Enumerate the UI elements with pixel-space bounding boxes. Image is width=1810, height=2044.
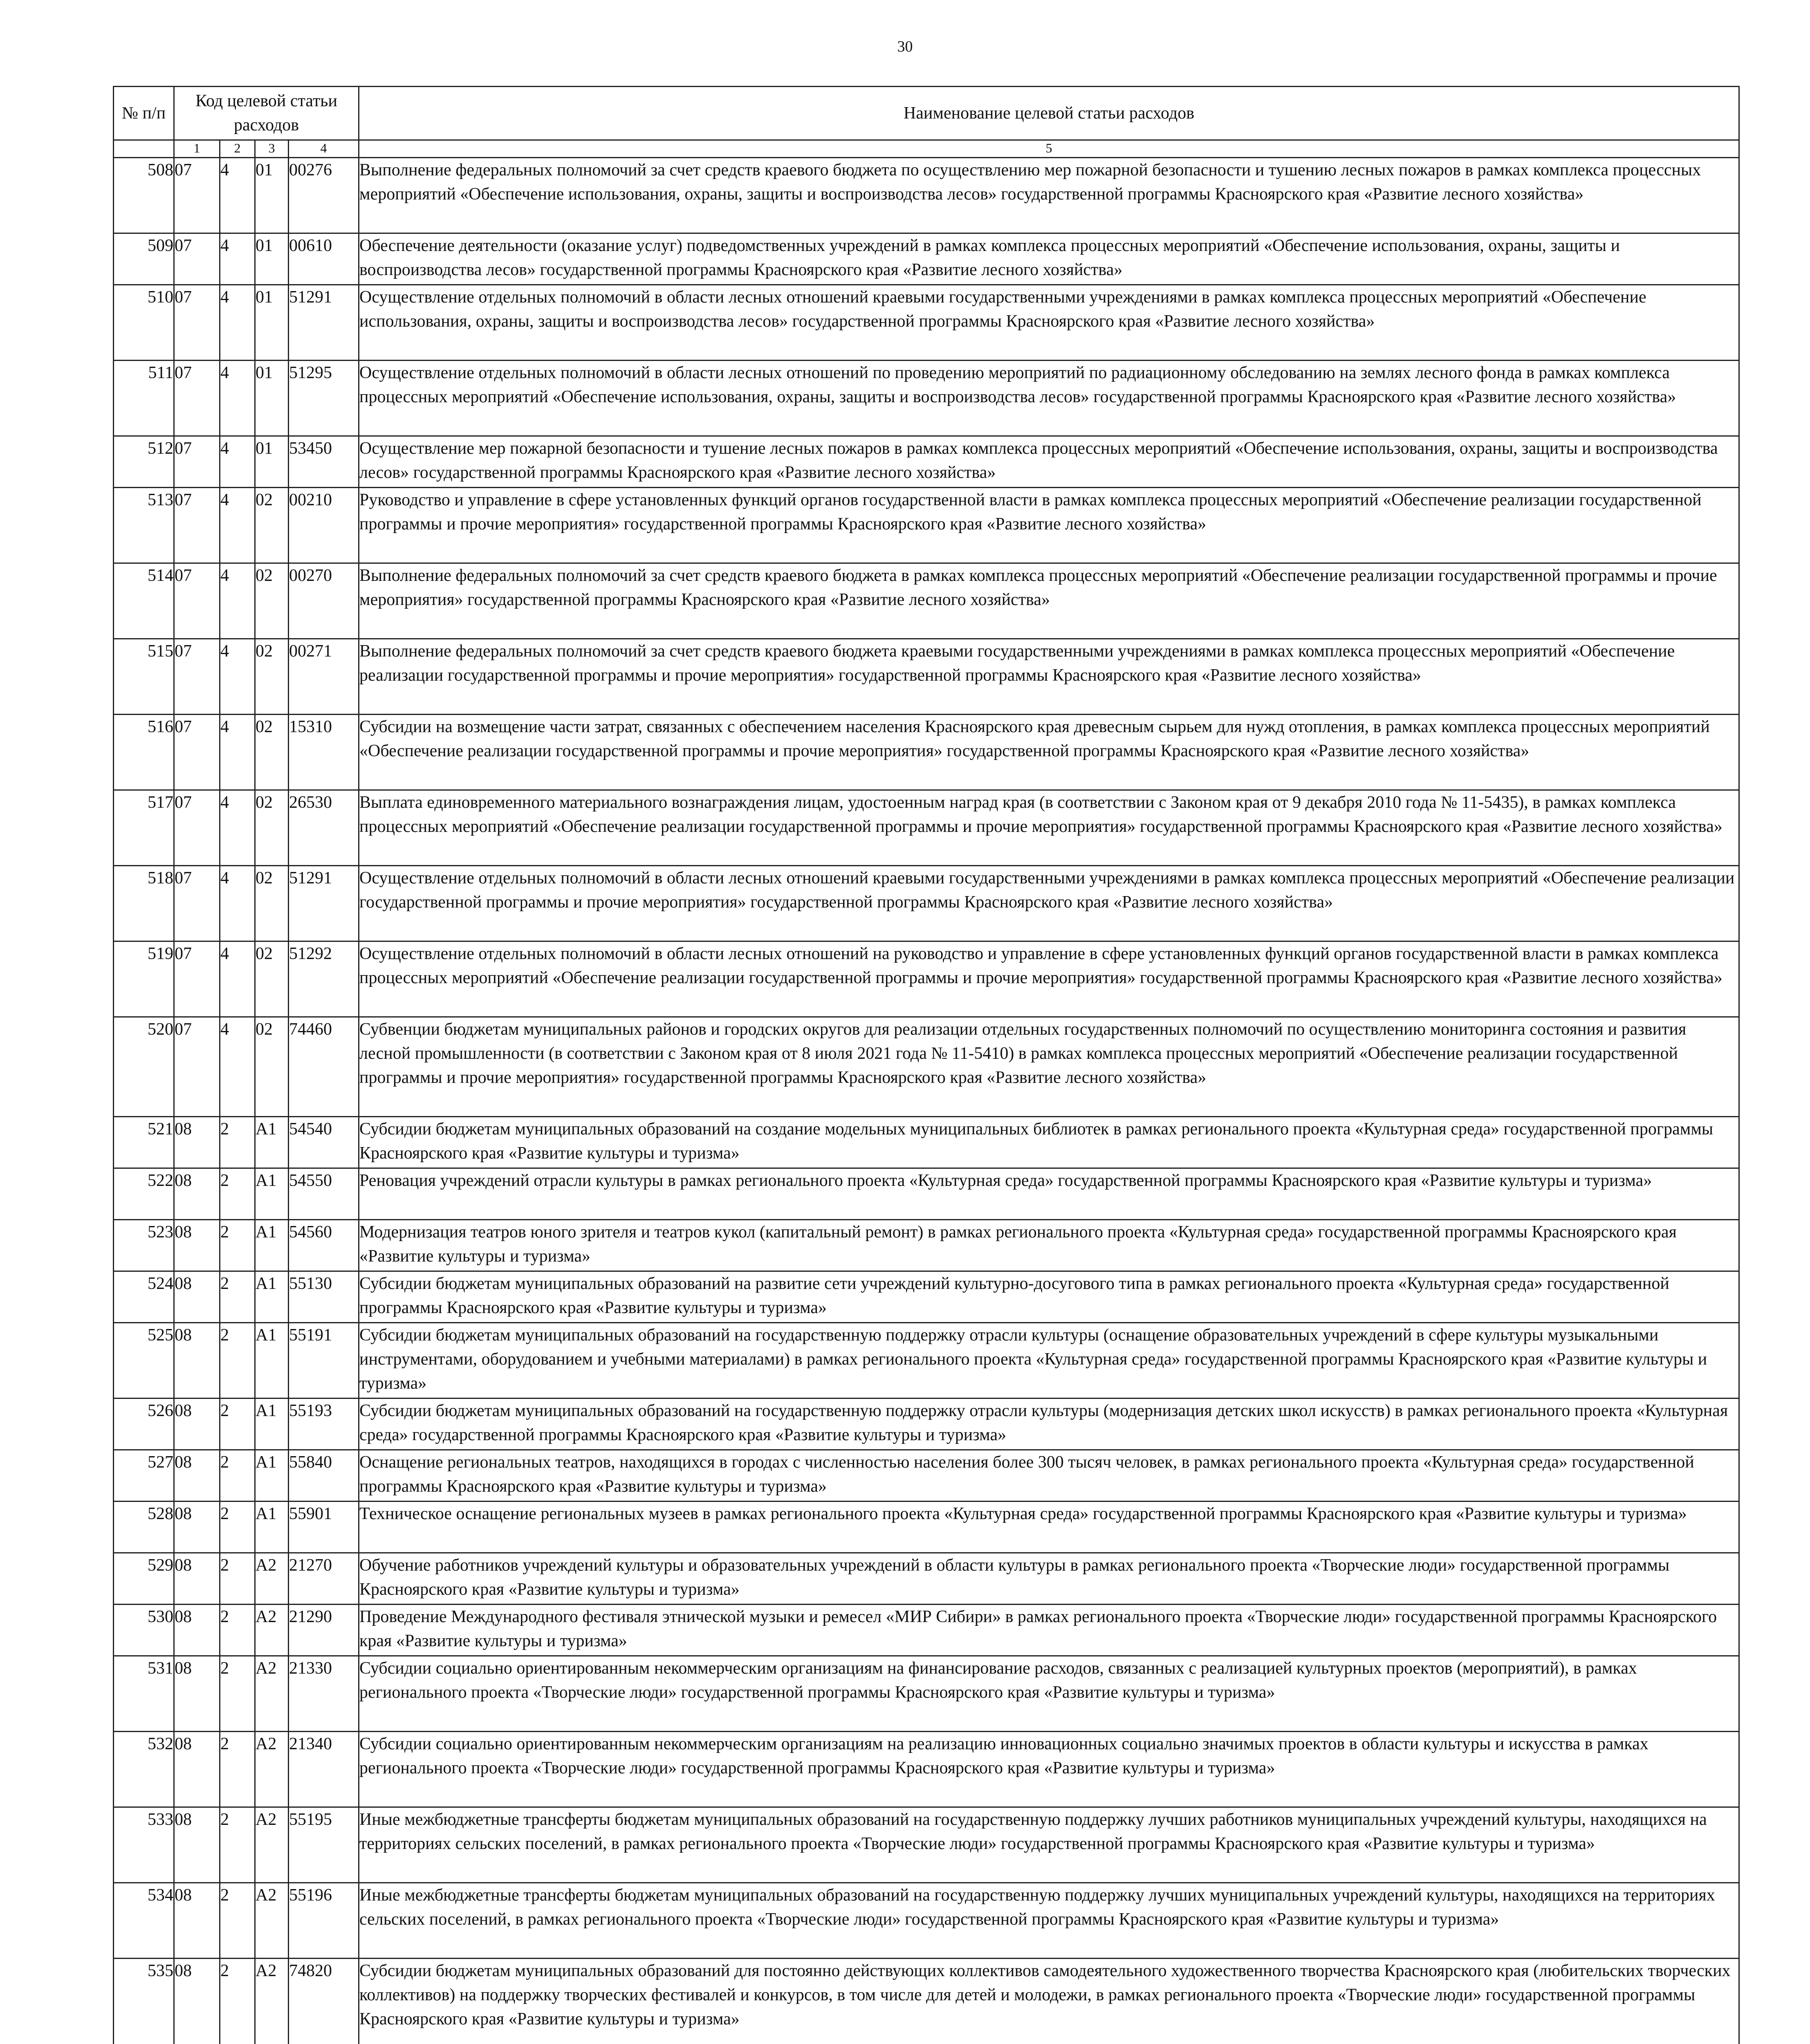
item-name: Осуществление отдельных полномочий в области лесных отношений краевыми государственными учреждениями в рамках комплекса процессных мероприятий «Обеспечение использования, охраны, защиты и воспроизводства лесов» государственной программы Красноярского края «Развитие лесного хозяйства»: [359, 285, 1739, 361]
code-part-4: 26530: [289, 790, 359, 866]
code-part-1: 07: [174, 790, 220, 866]
row-number: 528: [114, 1502, 174, 1553]
item-name: Реновация учреждений отрасли культуры в рамках регионального проекта «Культурная среда» государственной программы Красноярского края «Развитие культуры и туризма»: [359, 1168, 1739, 1220]
code-part-4: 51291: [289, 285, 359, 361]
code-part-3: 02: [255, 790, 289, 866]
code-part-1: 07: [174, 941, 220, 1017]
item-name: Субсидии социально ориентированным некоммерческим организациям на реализацию инновационных социально значимых проектов в области культуры и искусства в рамках регионального проекта «Творческие люди» государственной программы Красноярского края «Развитие культуры и туризма»: [359, 1732, 1739, 1807]
row-number: 517: [114, 790, 174, 866]
code-part-2: 4: [220, 639, 255, 715]
code-part-4: 55901: [289, 1502, 359, 1553]
table-row: [114, 1605, 1739, 1656]
code-part-1: 08: [174, 1807, 220, 1883]
item-name: Субсидии бюджетам муниципальных образований на создание модельных муниципальных библиотек в рамках регионального проекта «Культурная среда» государственной программы Красноярского края «Развитие культуры и туризма»: [359, 1117, 1739, 1168]
code-part-3: 02: [255, 715, 289, 790]
code-part-4: 00210: [289, 488, 359, 563]
code-part-3: A1: [255, 1117, 289, 1168]
row-number: 520: [114, 1017, 174, 1117]
code-part-2: 4: [220, 941, 255, 1017]
code-part-4: 55193: [289, 1399, 359, 1450]
row-number: 535: [114, 1959, 174, 2044]
item-name: Осуществление отдельных полномочий в области лесных отношений на руководство и управление в сфере установленных функций органов государственной власти в рамках комплекса процессных мероприятий «Обеспечение реализации государственной программы и прочие мероприятия» государственной программы Красноярского края «Развитие лесного хозяйства»: [359, 941, 1739, 1017]
item-name: Техническое оснащение региональных музеев в рамках регионального проекта «Культурная среда» государственной программы Красноярского края «Развитие культуры и туризма»: [359, 1502, 1739, 1553]
code-part-2: 2: [220, 1807, 255, 1883]
code-part-2: 4: [220, 285, 255, 361]
table-row: [114, 563, 1739, 639]
header-sub-blank: [114, 140, 174, 158]
table-row: [114, 1553, 1739, 1605]
table-row: [114, 866, 1739, 941]
table-body: [114, 158, 1739, 2044]
table-row: [114, 1117, 1739, 1168]
item-name: Обеспечение деятельности (оказание услуг) подведомственных учреждений в рамках комплекса процессных мероприятий «Обеспечение использования, охраны, защиты и воспроизводства лесов» государственной программы Красноярского края «Развитие лесного хозяйства»: [359, 233, 1739, 285]
code-part-3: A2: [255, 1605, 289, 1656]
table-row: [114, 1323, 1739, 1399]
code-part-2: 4: [220, 790, 255, 866]
row-number: 529: [114, 1553, 174, 1605]
item-name: Субсидии социально ориентированным некоммерческим организациям на финансирование расходов, связанных с реализацией культурных проектов (мероприятий), в рамках регионального проекта «Творческие люди» государственной программы Красноярского края «Развитие культуры и туризма»: [359, 1656, 1739, 1732]
code-part-1: 07: [174, 715, 220, 790]
code-part-4: 54560: [289, 1220, 359, 1271]
code-part-3: A2: [255, 1553, 289, 1605]
code-part-1: 08: [174, 1271, 220, 1323]
code-part-1: 08: [174, 1605, 220, 1656]
header-code: Код целевой статьи расходов: [174, 87, 359, 140]
code-part-4: 54550: [289, 1168, 359, 1220]
code-part-4: 51295: [289, 361, 359, 436]
code-part-2: 2: [220, 1502, 255, 1553]
code-part-2: 4: [220, 563, 255, 639]
code-part-1: 07: [174, 285, 220, 361]
table-row: [114, 1450, 1739, 1502]
code-part-4: 00271: [289, 639, 359, 715]
code-part-2: 2: [220, 1732, 255, 1807]
row-number: 518: [114, 866, 174, 941]
code-part-4: 21330: [289, 1656, 359, 1732]
row-number: 509: [114, 233, 174, 285]
table-row: [114, 1883, 1739, 1959]
item-name: Субсидии бюджетам муниципальных образований на государственную поддержку отрасли культуры (оснащение образовательных учреждений в сфере культуры музыкальными инструментами, оборудованием и учебными материалами) в рамках регионального проекта «Культурная среда» государственной программы Красноярского края «Развитие культуры и туризма»: [359, 1323, 1739, 1399]
table-row: [114, 1399, 1739, 1450]
code-part-2: 4: [220, 866, 255, 941]
table-row: [114, 158, 1739, 233]
code-part-1: 07: [174, 563, 220, 639]
code-part-3: A1: [255, 1399, 289, 1450]
table-row: [114, 790, 1739, 866]
code-part-2: 4: [220, 158, 255, 233]
code-part-4: 53450: [289, 436, 359, 488]
row-number: 515: [114, 639, 174, 715]
table-row: [114, 1959, 1739, 2044]
table-header: [114, 87, 1739, 158]
item-name: Выплата единовременного материального вознаграждения лицам, удостоенным наград края (в соответствии с Законом края от 9 декабря 2010 года № 11-5435), в рамках комплекса процессных мероприятий «Обеспечение реализации государственной программы и прочие мероприятия» государственной программы Красноярского края «Развитие лесного хозяйства»: [359, 790, 1739, 866]
code-part-2: 2: [220, 1883, 255, 1959]
code-part-1: 08: [174, 1883, 220, 1959]
code-part-4: 55840: [289, 1450, 359, 1502]
row-number: 511: [114, 361, 174, 436]
code-part-3: 02: [255, 1017, 289, 1117]
code-part-1: 08: [174, 1168, 220, 1220]
code-part-1: 08: [174, 1732, 220, 1807]
code-part-1: 07: [174, 866, 220, 941]
table-row: [114, 1807, 1739, 1883]
code-part-2: 2: [220, 1271, 255, 1323]
code-part-1: 07: [174, 158, 220, 233]
code-part-4: 74820: [289, 1959, 359, 2044]
code-part-1: 07: [174, 436, 220, 488]
row-number: 510: [114, 285, 174, 361]
code-part-1: 08: [174, 1656, 220, 1732]
code-part-3: 01: [255, 233, 289, 285]
code-part-3: 01: [255, 436, 289, 488]
item-name: Субсидии бюджетам муниципальных образований на развитие сети учреждений культурно-досугового типа в рамках регионального проекта «Культурная среда» государственной программы Красноярского края «Развитие культуры и туризма»: [359, 1271, 1739, 1323]
code-part-3: 02: [255, 639, 289, 715]
row-number: 519: [114, 941, 174, 1017]
code-part-3: A1: [255, 1271, 289, 1323]
code-part-2: 2: [220, 1959, 255, 2044]
row-number: 514: [114, 563, 174, 639]
code-part-3: A2: [255, 1807, 289, 1883]
code-part-4: 55191: [289, 1323, 359, 1399]
header-sub-4: 4: [289, 140, 359, 158]
item-name: Выполнение федеральных полномочий за счет средств краевого бюджета по осуществлению мер пожарной безопасности и тушению лесных пожаров в рамках комплекса процессных мероприятий «Обеспечение использования, охраны, защиты и воспроизводства лесов» государственной программы Красноярского края «Развитие лесного хозяйства»: [359, 158, 1739, 233]
item-name: Иные межбюджетные трансферты бюджетам муниципальных образований на государственную поддержку лучших муниципальных учреждений культуры, находящихся на территориях сельских поселений, в рамках регионального проекта «Творческие люди» государственной программы Красноярского края «Развитие культуры и туризма»: [359, 1883, 1739, 1959]
item-name: Осуществление мер пожарной безопасности и тушение лесных пожаров в рамках комплекса процессных мероприятий «Обеспечение использования, охраны, защиты и воспроизводства лесов» государственной программы Красноярского края «Развитие лесного хозяйства»: [359, 436, 1739, 488]
code-part-1: 08: [174, 1502, 220, 1553]
code-part-4: 00610: [289, 233, 359, 285]
row-number: 533: [114, 1807, 174, 1883]
code-part-1: 08: [174, 1220, 220, 1271]
code-part-3: A1: [255, 1323, 289, 1399]
code-part-2: 2: [220, 1605, 255, 1656]
row-number: 525: [114, 1323, 174, 1399]
code-part-4: 51292: [289, 941, 359, 1017]
header-sub-3: 3: [255, 140, 289, 158]
code-part-3: 01: [255, 361, 289, 436]
table-row: [114, 941, 1739, 1017]
code-part-3: A1: [255, 1168, 289, 1220]
item-name: Субсидии бюджетам муниципальных образований на государственную поддержку отрасли культуры (модернизация детских школ искусств) в рамках регионального проекта «Культурная среда» государственной программы Красноярского края «Развитие культуры и туризма»: [359, 1399, 1739, 1450]
item-name: Осуществление отдельных полномочий в области лесных отношений краевыми государственными учреждениями в рамках комплекса процессных мероприятий «Обеспечение реализации государственной программы и прочие мероприятия» государственной программы Красноярского края «Развитие лесного хозяйства»: [359, 866, 1739, 941]
row-number: 534: [114, 1883, 174, 1959]
item-name: Проведение Международного фестиваля этнической музыки и ремесел «МИР Сибири» в рамках регионального проекта «Творческие люди» государственной программы Красноярского края «Развитие культуры и туризма»: [359, 1605, 1739, 1656]
item-name: Субвенции бюджетам муниципальных районов и городских округов для реализации отдельных государственных полномочий по осуществлению мониторинга состояния и развития лесной промышленности (в соответствии с Законом края от 8 июля 2021 года № 11-5410) в рамках комплекса процессных мероприятий «Обеспечение реализации государственной программы и прочие мероприятия» государственной программы Красноярского края «Развитие лесного хозяйства»: [359, 1017, 1739, 1117]
row-number: 508: [114, 158, 174, 233]
code-part-1: 07: [174, 361, 220, 436]
header-sub-2: 2: [220, 140, 255, 158]
code-part-1: 07: [174, 1017, 220, 1117]
row-number: 524: [114, 1271, 174, 1323]
code-part-2: 2: [220, 1168, 255, 1220]
code-part-2: 2: [220, 1117, 255, 1168]
code-part-1: 07: [174, 233, 220, 285]
budget-table: [113, 86, 1740, 2044]
table-row: [114, 1168, 1739, 1220]
table-row: [114, 1017, 1739, 1117]
code-part-2: 4: [220, 436, 255, 488]
code-part-2: 2: [220, 1450, 255, 1502]
code-part-4: 54540: [289, 1117, 359, 1168]
code-part-4: 55196: [289, 1883, 359, 1959]
table-row: [114, 233, 1739, 285]
code-part-4: 00270: [289, 563, 359, 639]
code-part-3: A2: [255, 1883, 289, 1959]
code-part-1: 07: [174, 488, 220, 563]
code-part-2: 4: [220, 361, 255, 436]
code-part-4: 15310: [289, 715, 359, 790]
row-number: 530: [114, 1605, 174, 1656]
code-part-4: 55195: [289, 1807, 359, 1883]
item-name: Субсидии бюджетам муниципальных образований для постоянно действующих коллективов самодеятельного художественного творчества Красноярского края (любительских творческих коллективов) на поддержку творческих фестивалей и конкурсов, в том числе для детей и молодежи, в рамках регионального проекта «Творческие люди» государственной программы Красноярского края «Развитие культуры и туризма»: [359, 1959, 1739, 2044]
code-part-1: 07: [174, 639, 220, 715]
table-row: [114, 715, 1739, 790]
item-name: Выполнение федеральных полномочий за счет средств краевого бюджета в рамках комплекса процессных мероприятий «Обеспечение реализации государственной программы и прочие мероприятия» государственной программы Красноярского края «Развитие лесного хозяйства»: [359, 563, 1739, 639]
code-part-1: 08: [174, 1553, 220, 1605]
code-part-2: 2: [220, 1656, 255, 1732]
code-part-2: 2: [220, 1553, 255, 1605]
code-part-3: A1: [255, 1502, 289, 1553]
code-part-4: 21290: [289, 1605, 359, 1656]
code-part-4: 21340: [289, 1732, 359, 1807]
header-name: Наименование целевой статьи расходов: [359, 87, 1739, 140]
row-number: 516: [114, 715, 174, 790]
row-number: 523: [114, 1220, 174, 1271]
row-number: 521: [114, 1117, 174, 1168]
code-part-3: A2: [255, 1656, 289, 1732]
code-part-3: A1: [255, 1220, 289, 1271]
code-part-3: A2: [255, 1959, 289, 2044]
item-name: Иные межбюджетные трансферты бюджетам муниципальных образований на государственную поддержку лучших работников муниципальных учреждений культуры, находящихся на территориях сельских поселений, в рамках регионального проекта «Творческие люди» государственной программы Красноярского края «Развитие культуры и туризма»: [359, 1807, 1739, 1883]
code-part-4: 51291: [289, 866, 359, 941]
code-part-4: 00276: [289, 158, 359, 233]
row-number: 526: [114, 1399, 174, 1450]
code-part-4: 74460: [289, 1017, 359, 1117]
code-part-2: 4: [220, 715, 255, 790]
table-row: [114, 436, 1739, 488]
item-name: Обучение работников учреждений культуры и образовательных учреждений в области культуры в рамках регионального проекта «Творческие люди» государственной программы Красноярского края «Развитие культуры и туризма»: [359, 1553, 1739, 1605]
code-part-3: 02: [255, 941, 289, 1017]
header-sub-1: 1: [174, 140, 220, 158]
code-part-3: 02: [255, 563, 289, 639]
code-part-3: A2: [255, 1732, 289, 1807]
code-part-3: 02: [255, 488, 289, 563]
code-part-3: 02: [255, 866, 289, 941]
code-part-3: 01: [255, 285, 289, 361]
code-part-3: A1: [255, 1450, 289, 1502]
code-part-3: 01: [255, 158, 289, 233]
table-row: [114, 1502, 1739, 1553]
table-row: [114, 1220, 1739, 1271]
code-part-2: 4: [220, 233, 255, 285]
item-name: Выполнение федеральных полномочий за счет средств краевого бюджета краевыми государственными учреждениями в рамках комплекса процессных мероприятий «Обеспечение реализации государственной программы и прочие мероприятия» государственной программы Красноярского края «Развитие лесного хозяйства»: [359, 639, 1739, 715]
item-name: Оснащение региональных театров, находящихся в городах с численностью населения более 300 тысяч человек, в рамках регионального проекта «Культурная среда» государственной программы Красноярского края «Развитие культуры и туризма»: [359, 1450, 1739, 1502]
item-name: Субсидии на возмещение части затрат, связанных с обеспечением населения Красноярского края древесным сырьем для нужд отопления, в рамках комплекса процессных мероприятий «Обеспечение реализации государственной программы и прочие мероприятия» государственной программы Красноярского края «Развитие лесного хозяйства»: [359, 715, 1739, 790]
header-sub-5: 5: [359, 140, 1739, 158]
table-row: [114, 488, 1739, 563]
table-row: [114, 361, 1739, 436]
table-row: [114, 285, 1739, 361]
code-part-2: 4: [220, 488, 255, 563]
code-part-1: 08: [174, 1450, 220, 1502]
row-number: 532: [114, 1732, 174, 1807]
code-part-2: 4: [220, 1017, 255, 1117]
table-row: [114, 1656, 1739, 1732]
code-part-1: 08: [174, 1117, 220, 1168]
code-part-2: 2: [220, 1220, 255, 1271]
code-part-4: 55130: [289, 1271, 359, 1323]
code-part-2: 2: [220, 1323, 255, 1399]
page-number: 30: [897, 38, 913, 55]
item-name: Руководство и управление в сфере установленных функций органов государственной власти в рамках комплекса процессных мероприятий «Обеспечение реализации государственной программы и прочие мероприятия» государственной программы Красноярского края «Развитие лесного хозяйства»: [359, 488, 1739, 563]
row-number: 531: [114, 1656, 174, 1732]
table-row: [114, 1732, 1739, 1807]
item-name: Модернизация театров юного зрителя и театров кукол (капитальный ремонт) в рамках регионального проекта «Культурная среда» государственной программы Красноярского края «Развитие культуры и туризма»: [359, 1220, 1739, 1271]
code-part-1: 08: [174, 1959, 220, 2044]
row-number: 513: [114, 488, 174, 563]
table-row: [114, 1271, 1739, 1323]
item-name: Осуществление отдельных полномочий в области лесных отношений по проведению мероприятий по радиационному обследованию на землях лесного фонда в рамках комплекса процессных мероприятий «Обеспечение использования, охраны, защиты и воспроизводства лесов» государственной программы Красноярского края «Развитие лесного хозяйства»: [359, 361, 1739, 436]
code-part-1: 08: [174, 1399, 220, 1450]
row-number: 527: [114, 1450, 174, 1502]
row-number: 512: [114, 436, 174, 488]
header-num: № п/п: [114, 87, 174, 140]
code-part-4: 21270: [289, 1553, 359, 1605]
code-part-1: 08: [174, 1323, 220, 1399]
table-row: [114, 639, 1739, 715]
row-number: 522: [114, 1168, 174, 1220]
code-part-2: 2: [220, 1399, 255, 1450]
